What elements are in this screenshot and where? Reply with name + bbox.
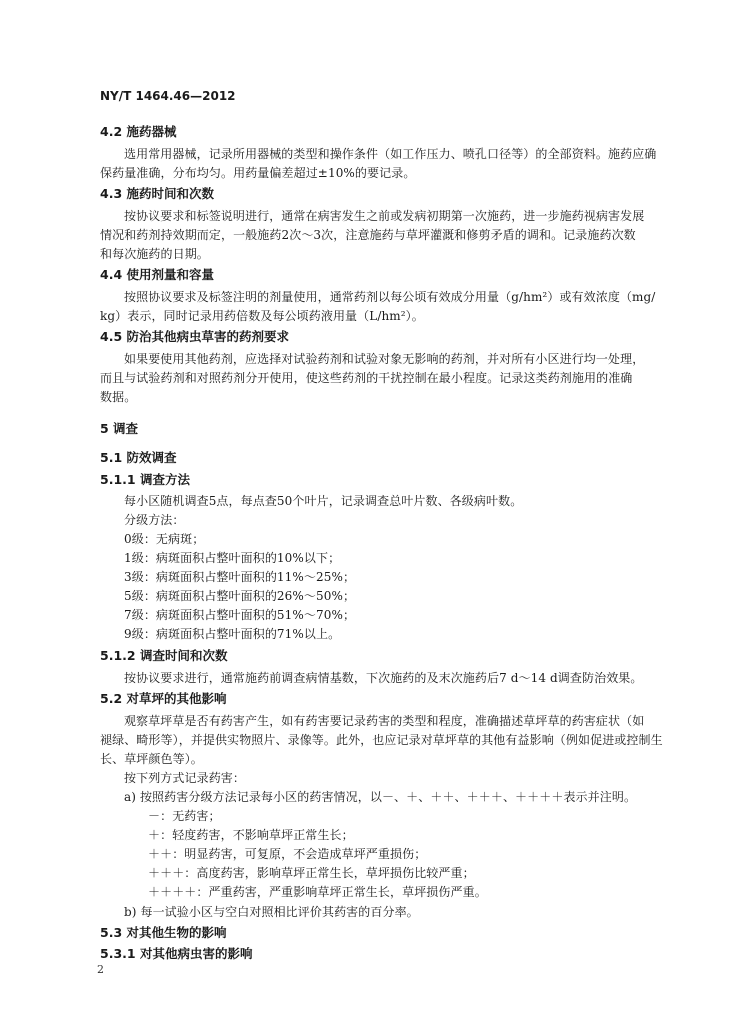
- grade-0: 0级：无病斑；: [124, 532, 205, 546]
- section-5-1-heading: 5.1 防效调查: [100, 450, 177, 465]
- section-5-1-2-heading: 5.1.2 调查时间和次数: [100, 648, 228, 663]
- grade-1: 1级：病斑面积占整叶面积的10%以下；: [124, 551, 341, 565]
- section-5-2-line-4: 按下列方式记录药害：: [124, 771, 246, 785]
- section-5-2-heading: 5.2 对草坪的其他影响: [100, 691, 227, 706]
- section-5-2-line-3: 长、草坪颜色等）。: [100, 752, 203, 766]
- grading-method-label: 分级方法：: [124, 513, 185, 527]
- section-4-3-line-1: 按协议要求和标签说明进行，通常在病害发生之前或发病初期第一次施药，进一步施药视病害发展: [124, 209, 645, 223]
- section-5-3-heading: 5.3 对其他生物的影响: [100, 925, 227, 940]
- page-number: 2: [97, 963, 104, 976]
- section-4-4-line-1: 按照协议要求及标签注明的剂量使用，通常药剂以每公顷有效成分用量（g/hm²）或有效浓度（mg/: [124, 290, 656, 304]
- section-4-3-line-2: 情况和药剂持效期而定，一般施药2次～3次，注意施药与草坪灌溉和修剪矛盾的调和。记录施药次数: [100, 228, 636, 242]
- section-4-5-line-2: 而且与试验药剂和对照药剂分开使用，使这些药剂的干扰控制在最小程度。记录这类药剂施用的准确: [100, 371, 633, 385]
- section-4-2-line-2: 保药量准确，分布均匀。用药量偏差超过±10%的要记录。: [100, 166, 416, 180]
- section-4-5-line-1: 如果要使用其他药剂，应选择对试验药剂和试验对象无影响的药剂，并对所有小区进行均一处理，: [124, 352, 645, 366]
- grade-9: 9级：病斑面积占整叶面积的71%以上。: [124, 627, 341, 641]
- list-item-a: a) 按照药害分级方法记录每小区的药害情况，以－、＋、＋＋、＋＋＋、＋＋＋＋表示并注明。: [124, 790, 637, 804]
- list-item-b: b) 每一试验小区与空白对照相比评价其药害的百分率。: [124, 905, 419, 919]
- standard-number: NY/T 1464.46—2012: [100, 89, 236, 103]
- section-5-1-1-line-1: 每小区随机调查5点，每点查50个叶片，记录调查总叶片数、各级病叶数。: [124, 494, 523, 508]
- grade-3: 3级：病斑面积占整叶面积的11%～25%；: [124, 570, 356, 584]
- injury-level-4: ＋＋＋＋：严重药害，严重影响草坪正常生长，草坪损伤严重。: [148, 885, 487, 899]
- injury-level-none: －：无药害；: [148, 809, 221, 823]
- section-5-2-line-1: 观察草坪草是否有药害产生，如有药害要记录药害的类型和程度，准确描述草坪草的药害症状（如: [124, 714, 645, 728]
- section-5-3-1-heading: 5.3.1 对其他病虫害的影响: [100, 946, 253, 961]
- section-5-2-line-2: 褪绿、畸形等），并提供实物照片、录像等。此外，也应记录对草坪草的其他有益影响（例如促进或控制生: [100, 733, 663, 747]
- section-5-1-2-line-1: 按协议要求进行，通常施药前调查病情基数，下次施药的及末次施药后7 d～14 d调查防治效果。: [124, 671, 643, 685]
- section-4-4-heading: 4.4 使用剂量和容量: [100, 267, 214, 282]
- section-4-5-heading: 4.5 防治其他病虫草害的药剂要求: [100, 329, 289, 344]
- section-5-heading: 5 调查: [100, 421, 139, 436]
- section-4-5-line-3: 数据。: [100, 390, 137, 404]
- section-4-3-heading: 4.3 施药时间和次数: [100, 186, 214, 201]
- section-4-4-line-2: kg）表示，同时记录用药倍数及每公顷药液用量（L/hm²）。: [100, 309, 424, 323]
- injury-level-3: ＋＋＋：高度药害，影响草坪正常生长，草坪损伤比较严重；: [148, 866, 475, 880]
- section-4-3-line-3: 和每次施药的日期。: [100, 247, 209, 261]
- section-4-2-line-1: 选用常用器械，记录所用器械的类型和操作条件（如工作压力、喷孔口径等）的全部资料。施药应确: [124, 147, 657, 161]
- injury-level-1: ＋：轻度药害，不影响草坪正常生长；: [148, 828, 354, 842]
- section-5-1-1-heading: 5.1.1 调查方法: [100, 472, 190, 487]
- injury-level-2: ＋＋：明显药害，可复原，不会造成草坪严重损伤；: [148, 847, 427, 861]
- grade-7: 7级：病斑面积占整叶面积的51%～70%；: [124, 608, 356, 622]
- section-4-2-heading: 4.2 施药器械: [100, 124, 177, 139]
- grade-5: 5级：病斑面积占整叶面积的26%～50%；: [124, 589, 356, 603]
